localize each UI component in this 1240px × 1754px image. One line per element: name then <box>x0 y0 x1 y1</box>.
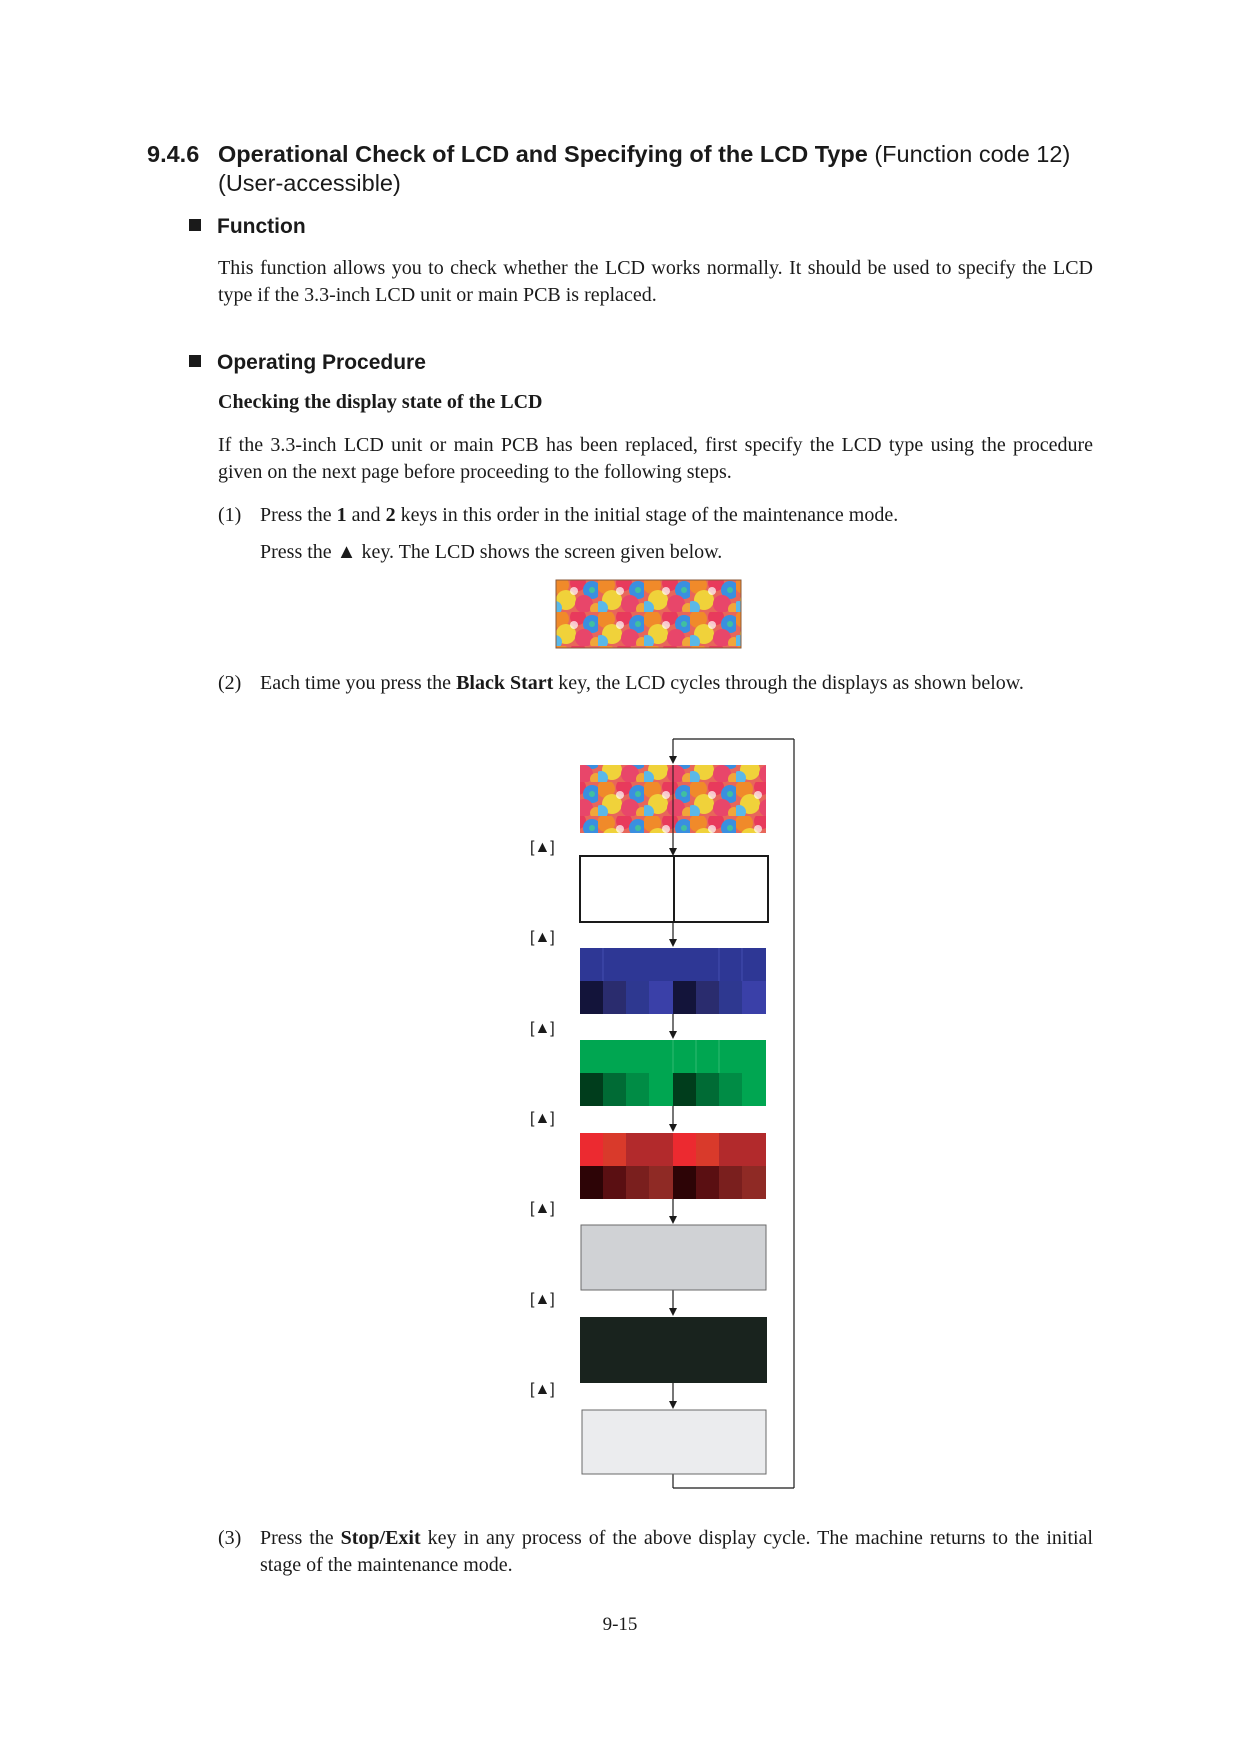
step-1-line-2-pre: Press the <box>260 541 337 563</box>
lcd-panel-red <box>580 1133 766 1199</box>
lcd-panel-green <box>580 1040 766 1106</box>
step-2-pre: Each time you press the <box>260 672 457 694</box>
section-title-bold: Operational Check of LCD and Specifying of the LCD Type <box>218 141 868 167</box>
lcd-panel-blue <box>580 948 766 1014</box>
step-3-pre: Press the <box>260 1527 341 1549</box>
step-3-number: (3) <box>218 1527 242 1549</box>
step-2-number: (2) <box>218 672 242 694</box>
lcd-panel-dark <box>580 1317 767 1383</box>
step-3-post: key in any process of the above display cycle. The machine returns to the initial stage of the maintenance mode. <box>260 1527 1093 1576</box>
key-1-label: 1 <box>336 504 347 526</box>
section-number: 9.4.6 <box>147 141 200 167</box>
function-text: This function allows you to check whether the LCD works normally. It should be used to specify the LCD type if the 3.3-inch LCD unit or main PCB is replaced. <box>218 257 1093 306</box>
up-key-label: [▲] <box>530 839 555 856</box>
step-2-post: key, the LCD cycles through the displays as shown below. <box>553 672 1024 694</box>
step-1-line-2-post: key. The LCD shows the screen given below. <box>356 541 723 563</box>
step-1-mid: and <box>346 504 386 526</box>
step-1-number: (1) <box>218 504 242 526</box>
checking-heading: Checking the display state of the LCD <box>218 391 543 413</box>
step-1-post: keys in this order in the initial stage of the maintenance mode. <box>395 504 899 526</box>
black-start-key-label: Black Start <box>456 672 554 694</box>
up-key-label: [▲] <box>530 929 555 946</box>
lcd-panel-image <box>580 765 766 833</box>
intro-text: If the 3.3-inch LCD unit or main PCB has been replaced, first specify the LCD type using the procedure given on the next page before proceeding to the following steps. <box>218 434 1093 483</box>
section-title-normal: (Function code 12) (User-accessible) <box>218 141 1071 196</box>
lcd-panel-white <box>580 856 768 922</box>
lcd-panel-light <box>582 1410 766 1474</box>
up-key-label: [▲] <box>530 1381 555 1398</box>
page-number: 9-15 <box>602 1614 638 1635</box>
step-1-pre: Press the <box>260 504 337 526</box>
stop-exit-key-label: Stop/Exit <box>340 1527 421 1549</box>
up-triangle-icon: ▲ <box>336 541 357 563</box>
up-key-label: [▲] <box>530 1200 555 1217</box>
colorful-balls-image <box>556 580 741 648</box>
up-key-label: [▲] <box>530 1020 555 1037</box>
procedure-heading-label: Operating Procedure <box>217 351 426 374</box>
key-2-label: 2 <box>385 504 396 526</box>
lcd-panel-gray <box>581 1225 766 1290</box>
function-heading-label: Function <box>217 215 306 238</box>
up-key-label: [▲] <box>530 1110 555 1127</box>
up-key-label: [▲] <box>530 1291 555 1308</box>
